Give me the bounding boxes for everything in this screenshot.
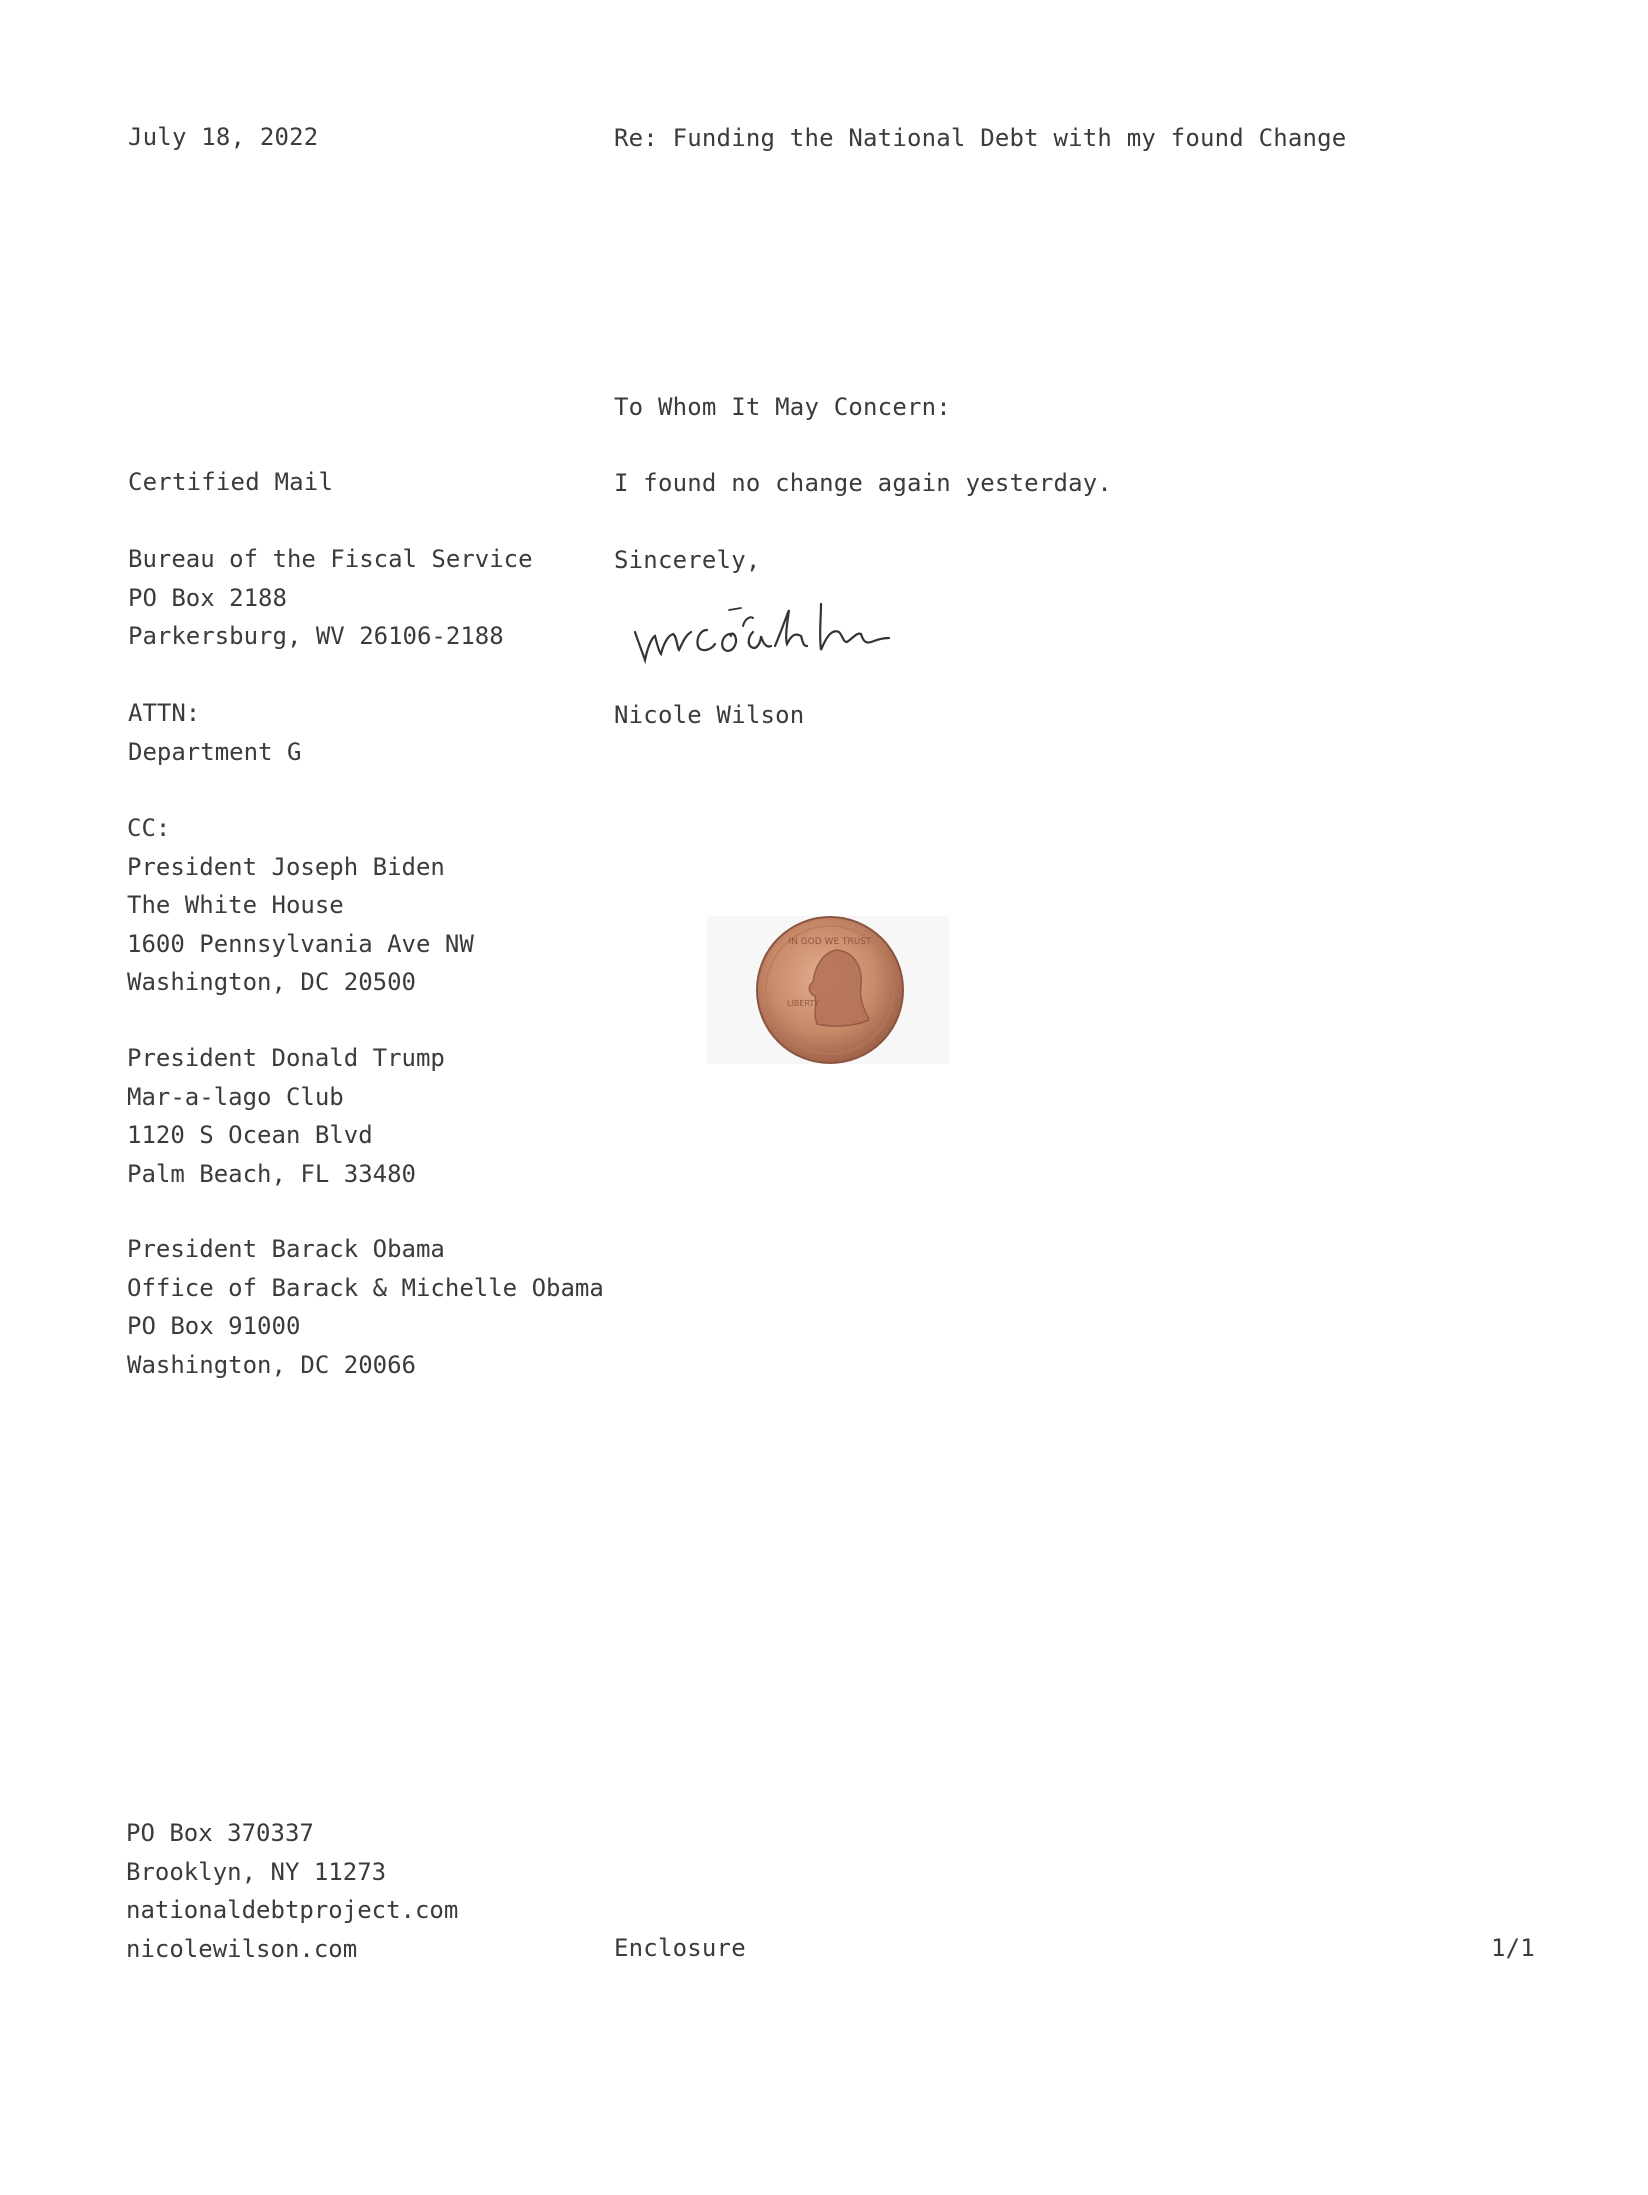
letter-subject: Re: Funding the National Debt with my found Change bbox=[614, 124, 1347, 152]
attention-block bbox=[128, 694, 301, 771]
cc-line: 1600 Pennsylvania Ave NW bbox=[127, 929, 474, 958]
enclosure-label: Enclosure bbox=[614, 1934, 746, 1962]
letter-date: July 18, 2022 bbox=[128, 123, 319, 151]
cc-trump-address bbox=[127, 1039, 445, 1193]
salutation: To Whom It May Concern: bbox=[614, 393, 951, 421]
cc-line: Washington, DC 20066 bbox=[127, 1350, 416, 1379]
cc-line: Mar-a-lago Club bbox=[127, 1082, 344, 1111]
sender-name: Nicole Wilson bbox=[614, 701, 805, 729]
cc-line: Washington, DC 20500 bbox=[127, 968, 416, 996]
recipient-line: Parkersburg, WV 26106-2188 bbox=[128, 622, 504, 650]
footer-line: PO Box 370337 bbox=[126, 1819, 314, 1847]
footer-address bbox=[126, 1814, 458, 1968]
cc-line: Office of Barack & Michelle Obama bbox=[127, 1273, 604, 1302]
cc-line: Palm Beach, FL 33480 bbox=[127, 1159, 416, 1188]
cc-line: President Donald Trump bbox=[127, 1044, 445, 1072]
cc-line: President Joseph Biden bbox=[127, 852, 445, 881]
page-number: 1/1 bbox=[1491, 1934, 1535, 1962]
cc-line: The White House bbox=[127, 891, 344, 919]
footer-line: Brooklyn, NY 11273 bbox=[126, 1857, 387, 1886]
penny-coin-image bbox=[705, 910, 955, 1070]
handwritten-signature-icon bbox=[625, 592, 945, 682]
cc-line: 1120 S Ocean Blvd bbox=[127, 1121, 373, 1149]
delivery-method: Certified Mail bbox=[128, 468, 334, 496]
cc-line: PO Box 91000 bbox=[127, 1312, 301, 1340]
svg-text:LIBERTY: LIBERTY bbox=[787, 999, 820, 1008]
cc-label: CC: bbox=[127, 814, 171, 842]
cc-block bbox=[127, 809, 474, 1002]
footer-line: nationaldebtproject.com bbox=[126, 1896, 459, 1924]
svg-text:IN GOD WE TRUST: IN GOD WE TRUST bbox=[788, 937, 872, 947]
footer-line: nicolewilson.com bbox=[126, 1934, 358, 1963]
cc-line: President Barack Obama bbox=[127, 1235, 445, 1263]
attn-label: ATTN: bbox=[128, 699, 201, 727]
recipient-address bbox=[128, 540, 533, 656]
attn-department: Department G bbox=[128, 737, 302, 766]
recipient-line: Bureau of the Fiscal Service bbox=[128, 545, 533, 573]
message-text: I found no change again yesterday. bbox=[614, 469, 1113, 497]
recipient-line: PO Box 2188 bbox=[128, 583, 287, 612]
closing: Sincerely, bbox=[614, 546, 761, 574]
cc-obama-address bbox=[127, 1230, 604, 1384]
